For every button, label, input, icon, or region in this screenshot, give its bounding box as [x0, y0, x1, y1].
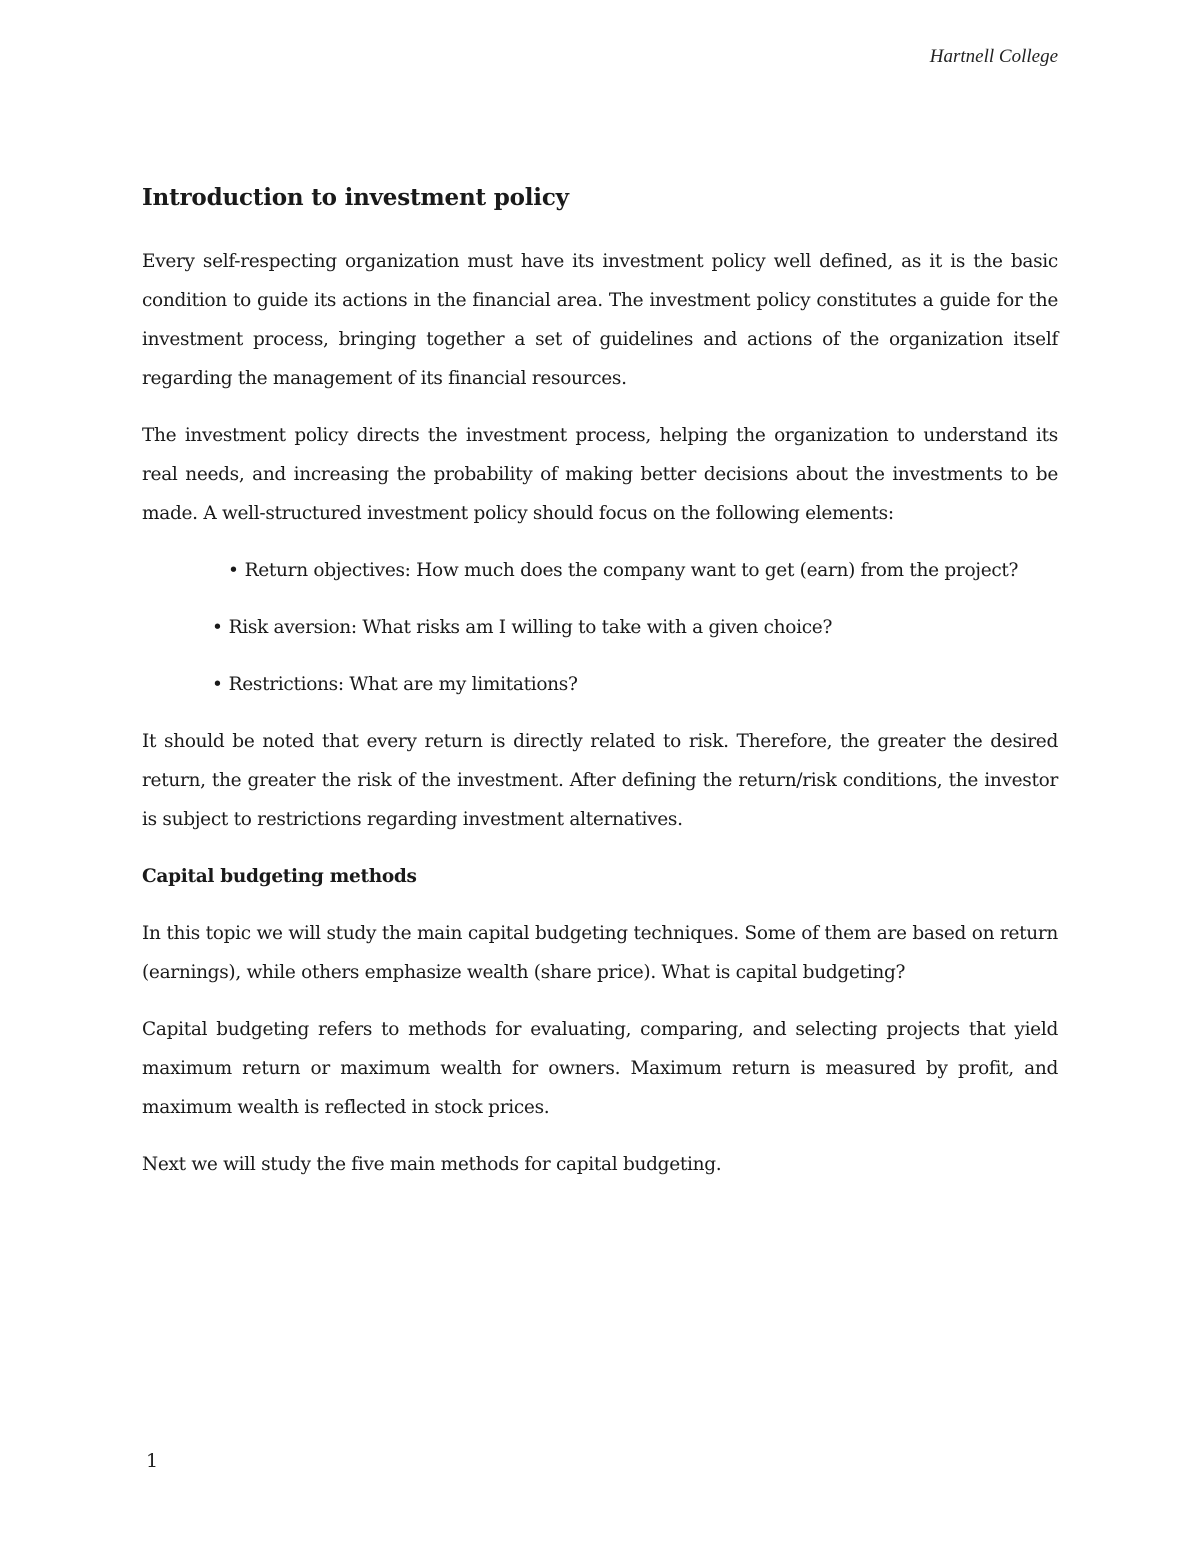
bullet-icon: •: [212, 617, 223, 638]
list-item: [212, 608, 1058, 647]
bullet-icon: •: [212, 674, 223, 695]
page-number: 1: [146, 1450, 159, 1472]
paragraph-intro: Every self-respecting organization must have its investment policy well defined, as it is the basic condition to guide its actions in the financial area. The investment policy constitutes a guide for the investment process, bringing together a set of guidelines and actions of the organization itself regarding the management of its financial resources.: [142, 251, 1058, 389]
paragraph-policy-directs: The investment policy directs the investment process, helping the organization to understand its real needs, and increasing the probability of making better decisions about the investments to be made. A well-structured investment policy should focus on the following elements:: [142, 425, 1058, 524]
list-item-text: Restrictions: What are my limitations?: [228, 674, 578, 695]
policy-elements-list: [142, 551, 1058, 704]
paragraph-next: Next we will study the five main methods for capital budgeting.: [142, 1154, 722, 1175]
section-title: Introduction to investment policy: [142, 184, 569, 211]
paragraph-return-risk: It should be noted that every return is directly related to risk. Therefore, the greater the desired return, the greater the risk of the investment. After defining the return/risk conditions, the investor is subject to restrictions regarding investment alternatives.: [142, 731, 1058, 830]
list-item-text: Return objectives: How much does the company want to get (earn) from the project?: [244, 560, 1019, 581]
paragraph-topic-intro: In this topic we will study the main capital budgeting techniques. Some of them are based on return (earnings), while others emphasize wealth (share price). What is capital budgeting?: [142, 923, 1058, 983]
page-body: [142, 180, 1058, 1202]
list-item: [212, 551, 1058, 590]
bullet-icon: •: [228, 560, 239, 581]
list-item-text: Risk aversion: What risks am I willing to take with a given choice?: [228, 617, 833, 638]
paragraph-definition: Capital budgeting refers to methods for evaluating, comparing, and selecting projects that yield maximum return or maximum wealth for owners. Maximum return is measured by profit, and maximum wealth is reflected in stock prices.: [142, 1019, 1058, 1118]
list-item: [212, 665, 1058, 704]
subheading: Capital budgeting methods: [142, 866, 417, 887]
running-header: Hartnell College: [929, 46, 1058, 67]
